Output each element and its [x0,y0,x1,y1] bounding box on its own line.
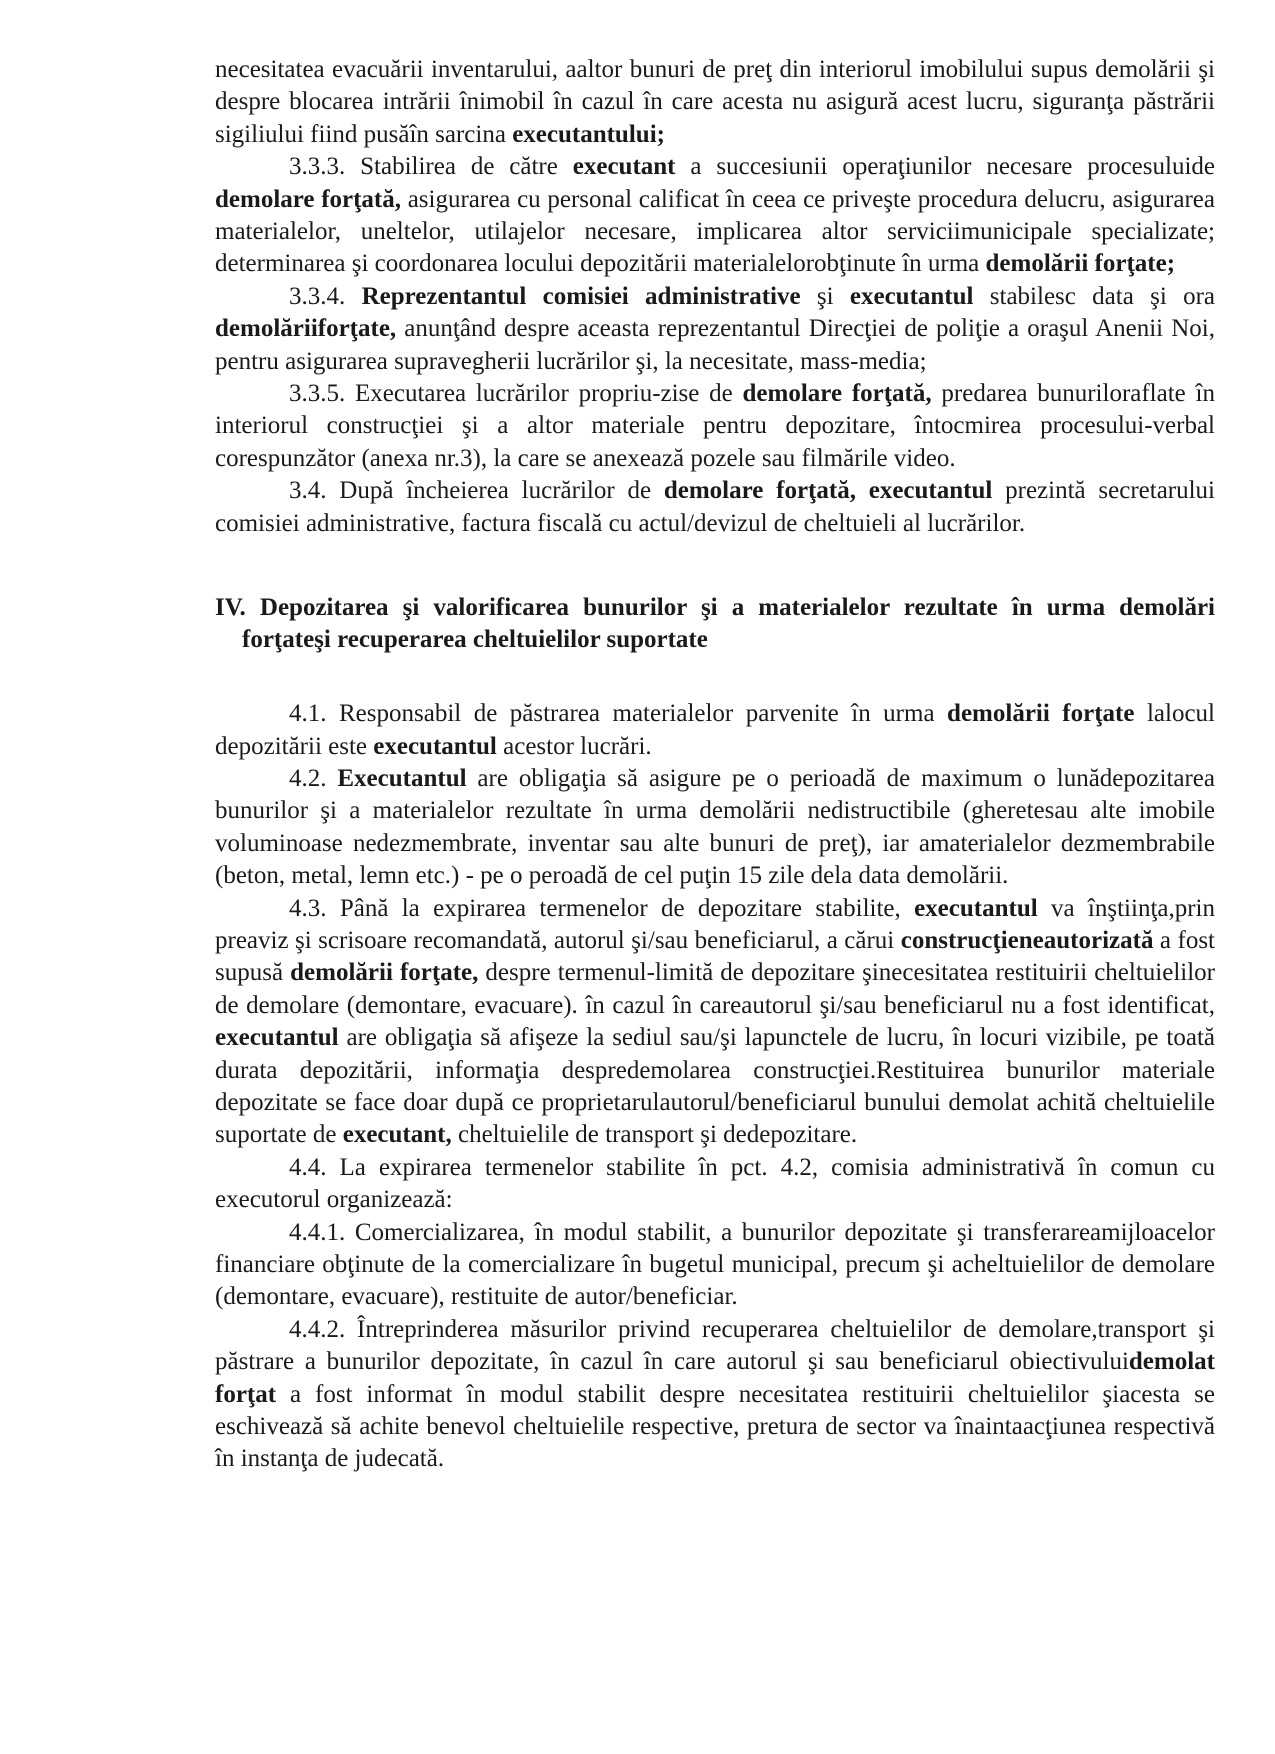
bold-text: executantul [914,894,1038,922]
text-run: despre termenul-limită de depozitare şinecesitatea restituirii cheltuielilor de demolare (demontare, evacuare). în cazul în careautorul şi/sau beneficiarul nu a fost identificat, [215,959,1215,1019]
text-run: are obligaţia să afişeze la sediul sau/şi lapunctele de lucru, în locuri vizibile, pe toată durata depozitării, informaţia despredemolarea construcţiei.Restituirea bunurilor materiale depozitate se face doar după ce proprietarulautorul/beneficiarul bunului demolat achită cheltuielile suportate de [215,1024,1215,1149]
text-run: a fost supusă [215,926,1215,987]
text-run: 4.4.2. Întreprinderea măsurilor privind recuperarea cheltuielilor de demolare,transport şi păstrare a bunurilor depozitate, în cazul în care autorul şi sau beneficiarul obiectivului [215,1315,1215,1376]
paragraph [215,763,1215,893]
paragraph [215,151,1215,281]
bold-text: demolării forţate; [985,250,1176,278]
text-run: a fost informat în modul stabilit despre necesitatea restituirii cheltuielilor şiacesta se eschivează să achite benevol cheltuielile respective, pretura de sector va înaintaacţiunea respectivă în instanţa de judecată. [215,1380,1215,1473]
text-run: 4.4.1. Comercializarea, în modul stabilit, a bunurilor depozitate şi transferareamijloacelor financiare obţinute de la comercializare în bugetul municipal, precum şi acheltuielilor de demolare (demontare, evacuare), restituite de autor/beneficiar. [215,1218,1215,1311]
bold-text: demolare forţată, executantul [663,477,993,505]
paragraph [215,281,1215,378]
bold-text: demolării forţate [947,700,1135,728]
text-run: necesitatea evacuării inventarului, aaltor bunuri de preţ din interiorul imobilului supus demolării şi despre blocarea intrării înimobil în cazul în care acesta nu asigură acest lucru, siguranţa păstrării sigiliului fiind pusăîn sarcina [215,56,1215,148]
paragraph [215,475,1215,540]
paragraph [215,378,1215,475]
text-run: va înştiinţa,prin preaviz şi scrisoare recomandată, autorul şi/sau beneficiarul, a cărui [215,894,1216,954]
text-run: 4.3. Până la expirarea termenelor de depozitare stabilite, [289,894,915,922]
bold-text: demolare forţată, [215,185,402,213]
document-body [215,54,1215,1476]
bold-text: executantul [849,282,974,310]
paragraph [215,698,1215,763]
bold-text: executantul [373,732,497,760]
text-run: acestor lucrări. [496,732,652,760]
text-run: are obligaţia să asigure pe o perioadă de maximum o lunădepozitarea bunurilor şi a materialelor rezultate în urma demolării nedistructibile (gheretesau alte imobile voluminoase nedezmembrate, inventar sau alte bunuri de preţ), iar amaterialelor dezmembrabile (beton, metal, lemn etc.) - pe o peroadă de cel puţin 15 zile dela data demolării. [215,764,1215,890]
text-run: şi [800,282,850,310]
text-run: predarea bunuriloraflate în interiorul construcţiei şi a altor materiale pentru depozitare, întocmirea procesului-verbal corespunzător (anexa nr.3), la care se anexează pozele sau filmările video. [215,380,1215,472]
bold-text: Reprezentantul comisiei administrative [361,282,801,310]
paragraph [215,1314,1215,1476]
text-run: 4.2. [289,764,338,792]
bold-text: executant [572,153,676,181]
bold-text: executantului; [512,120,665,148]
text-run: 3.3.5. Executarea lucrărilor propriu-zise de [289,380,743,408]
text-run: 4.4. La expirarea termenelor stabilite în pct. 4.2, comisia administrativă în comun cu executorul organizează: [215,1153,1215,1214]
text-run: stabilesc data şi ora [973,282,1216,310]
text-run: lalocul depozitării este [215,700,1215,760]
text-run: 3.4. După încheierea lucrărilor de [289,477,664,505]
bold-text: construcţieneautorizată [900,926,1154,954]
text-run: 3.3.3. Stabilirea de către [289,153,573,181]
text-run: 4.1. Responsabil de păstrarea materialelor parvenite în urma [289,700,948,728]
text-run: cheltuielile de transport şi dedepozitare. [451,1121,858,1149]
bold-text: demolării forţate, [290,959,479,987]
bold-text: demolare forţată, [742,380,932,408]
text-run: prezintă secretarului comisiei administrative, factura fiscală cu actul/devizul de cheltuieli al lucrărilor. [215,477,1216,537]
bold-text: demolat forţat [215,1348,1215,1408]
text-run: anunţând despre aceasta reprezentantul Direcţiei de poliţie a oraşul Anenii Noi, pentru asigurarea supravegherii lucrărilor şi, la necesitate, mass-media; [215,315,1215,375]
paragraph [215,893,1215,1152]
paragraph [215,1217,1215,1314]
text-run: asigurarea cu personal calificat în ceea ce priveşte procedura delucru, asigurarea materialelor, uneltelor, utilajelor necesare, implicarea altor serviciimunicipale specializate; determinarea şi coordonarea locului depozitării materialelorobţinute în urma [215,185,1215,278]
bold-text: executant, [342,1121,452,1149]
paragraph [215,54,1215,151]
paragraph [215,1152,1215,1217]
section-heading [215,592,1215,656]
text-run: 3.3.4. [289,282,362,310]
bold-text: IV. Depozitarea şi valorificarea bunurilor şi a materialelor rezultate în urma demolări forţateşi recuperarea cheltuielilor suportate [215,594,1215,654]
bold-text: executantul [215,1024,339,1052]
bold-text: demolăriiforţate, [215,315,397,343]
text-run: a succesiunii operaţiunilor necesare procesuluide [675,153,1215,181]
bold-text: Executantul [337,764,467,792]
